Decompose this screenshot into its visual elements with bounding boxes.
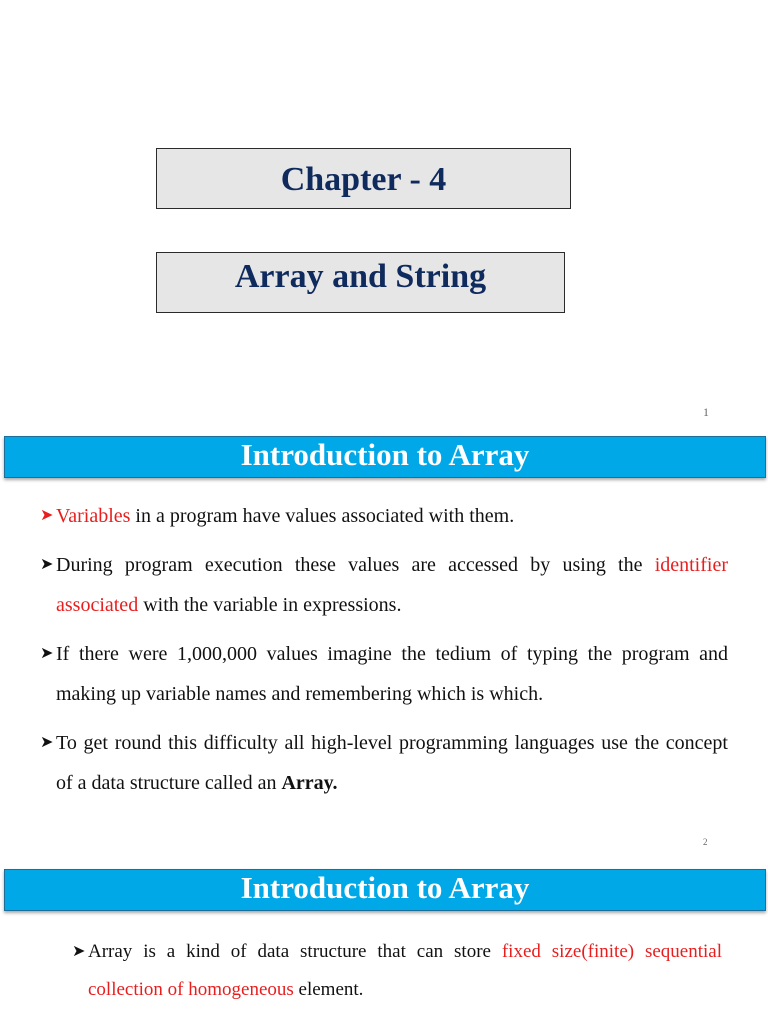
arrow-bullet-icon: ➤ [40,507,54,524]
slide-heading: Introduction to Array [240,437,530,472]
arrow-bullet-icon: ➤ [40,556,54,573]
bullet-text: If there were 1,000,000 values imagine the tedium of typing the program and making up variable names and remembering which is which. [56,643,728,705]
highlight-text: Variables [56,505,131,527]
arrow-bullet-icon: ➤ [72,943,86,960]
highlight-text: identifier associated [56,554,728,616]
bullet-text: Array is a kind of data structure that can store [88,941,502,962]
list-item [40,496,728,536]
intro-slide-2 [0,865,768,1024]
chapter-title-box [156,148,571,209]
bullet-text: To get round this difficulty all high-level programming languages use the concept of a data structure called an [56,732,728,794]
bullet-text: During program execution these values are accessed by using the [56,554,655,576]
highlight-text: fixed size(finite) sequential collection of homogeneous [88,941,723,1000]
slide-heading: Introduction to Array [240,870,530,905]
bullet-list [40,496,728,812]
list-item [40,723,728,803]
list-item [40,634,728,714]
subtitle-box [156,252,565,313]
list-item [72,933,722,1009]
intro-slide [0,432,768,862]
chapter-subtitle: Array and String [234,258,487,295]
bullet-text: in a program have values associated with them. [130,505,515,527]
bullet-text: element. [293,979,364,1000]
list-item [40,545,728,625]
slide-heading-banner [4,869,766,911]
arrow-bullet-icon: ➤ [40,645,54,662]
bold-text: Array. [281,772,338,794]
title-slide [0,0,768,430]
page-number: 1 [703,405,709,419]
slide-heading-banner [4,436,766,478]
arrow-bullet-icon: ➤ [40,734,54,751]
bullet-text: with the variable in expressions. [138,594,402,616]
bullet-list [72,933,722,1009]
page-number: 2 [703,837,708,847]
chapter-title: Chapter - 4 [280,161,447,198]
